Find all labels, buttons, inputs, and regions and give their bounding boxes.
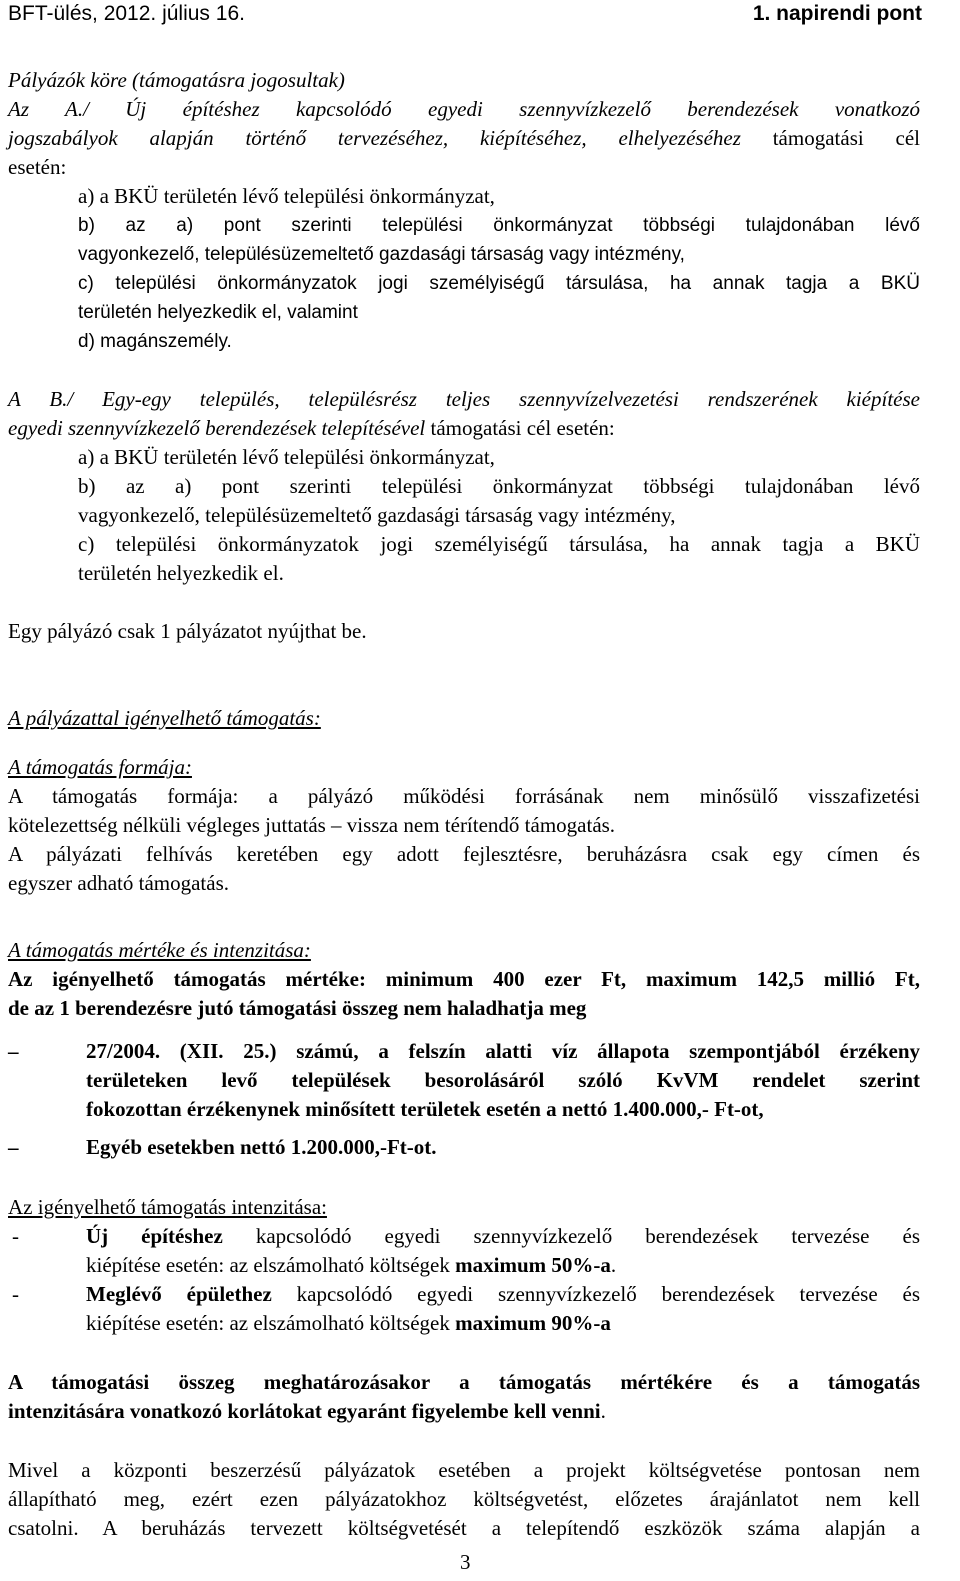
section-b-intro-line-1: A B./ Egy-egy település, településrész teljes szennyvízelvezetési rendszerének kiépítése bbox=[8, 387, 920, 411]
intensity-2-l2-text: kiépítése esetén: az elszámolható költségek bbox=[86, 1311, 456, 1335]
section-a-intro-normal: támogatási cél bbox=[740, 126, 920, 150]
support-form-line-2: kötelezettség nélküli végleges juttatás – vissza nem térítendő támogatás. bbox=[8, 813, 616, 837]
section-b-intro-italic: egyedi szennyvízkezelő berendezések telepítésével bbox=[8, 416, 426, 440]
support-amount-heading: A támogatás mértéke és intenzitása: bbox=[8, 938, 311, 962]
final-paragraph-line-3: csatolni. A beruházás tervezett költségvetését a telepítendő eszközök száma alapján a bbox=[8, 1516, 920, 1540]
section-a-intro-italic: jogszabályok alapján történő tervezéséhez, kiépítéséhez, elhelyezéséhez bbox=[8, 126, 741, 150]
intensity-1-max: maximum 50%-a bbox=[455, 1253, 611, 1277]
intensity-1-l2-text: kiépítése esetén: az elszámolható költségek bbox=[86, 1253, 456, 1277]
section-a-intro-line-3: esetén: bbox=[8, 155, 67, 179]
rule-line-2 bbox=[8, 1397, 920, 1426]
header-meeting-date: BFT-ülés, 2012. július 16. bbox=[8, 2, 245, 25]
intensity-2-line-1 bbox=[86, 1280, 920, 1309]
intensity-1-line-2 bbox=[86, 1251, 920, 1280]
section-b-item-a: a) a BKÜ területén lévő települési önkormányzat, bbox=[78, 445, 495, 469]
bullet-1-line-2: területeken levő települések besorolásáról szóló KvVM rendelet szerint bbox=[86, 1068, 920, 1092]
support-amount-line-1: Az igényelhető támogatás mértéke: minimum 400 ezer Ft, maximum 142,5 millió Ft, bbox=[8, 967, 920, 991]
intensity-heading: Az igényelhető támogatás intenzitása: bbox=[8, 1195, 327, 1219]
dash-icon: – bbox=[8, 1039, 19, 1063]
section-a-item-b-cont: vagyonkezelő, településüzemeltető gazdasági társaság vagy intézmény, bbox=[78, 244, 685, 265]
intensity-2-bold: Meglévő épülethez bbox=[86, 1282, 272, 1306]
section-b-item-b: b) az a) pont szerinti települési önkormányzat többségi tulajdonában lévő bbox=[78, 474, 920, 498]
applicants-title: Pályázók köre (támogatásra jogosultak) bbox=[8, 68, 345, 92]
intensity-1-line-1 bbox=[86, 1222, 920, 1251]
single-application-note: Egy pályázó csak 1 pályázatot nyújthat be. bbox=[8, 619, 367, 643]
section-b-item-c-cont: területén helyezkedik el. bbox=[78, 561, 284, 585]
section-a-item-d: d) magánszemély. bbox=[78, 331, 232, 352]
section-a-item-b: b) az a) pont szerinti települési önkormányzat többségi tulajdonában lévő bbox=[78, 215, 920, 236]
final-paragraph-line-1: Mivel a központi beszerzésű pályázatok esetében a projekt költségvetése pontosan nem bbox=[8, 1458, 920, 1482]
section-a-intro-line-1: Az A./ Új építéshez kapcsolódó egyedi szennyvízkezelő berendezések vonatkozó bbox=[8, 97, 920, 121]
section-a-item-c-cont: területén helyezkedik el, valamint bbox=[78, 302, 358, 323]
support-amount-line-2: de az 1 berendezésre jutó támogatási összeg nem haladhatja meg bbox=[8, 996, 587, 1020]
hyphen-icon: - bbox=[12, 1224, 19, 1248]
section-a-item-a: a) a BKÜ területén lévő települési önkormányzat, bbox=[78, 184, 495, 208]
section-a-item-c: c) települési önkormányzatok jogi személyiségű társulása, ha annak tagja a BKÜ bbox=[78, 273, 920, 294]
support-form-heading: A támogatás formája: bbox=[8, 755, 192, 779]
rule-line-2-bold: intenzitására vonatkozó korlátokat egyaránt figyelembe kell venni bbox=[8, 1399, 601, 1423]
intensity-1-bold: Új építéshez bbox=[86, 1224, 223, 1248]
section-b-item-b-cont: vagyonkezelő, településüzemeltető gazdasági társaság vagy intézmény, bbox=[78, 503, 676, 527]
dash-icon: – bbox=[8, 1135, 19, 1159]
intensity-2-line-2 bbox=[86, 1309, 920, 1338]
intensity-2-rest: kapcsolódó egyedi szennyvízkezelő berendezések tervezése és bbox=[271, 1282, 921, 1306]
rule-line-1: A támogatási összeg meghatározásakor a támogatás mértékére és a támogatás bbox=[8, 1370, 920, 1394]
support-form-line-3: A pályázati felhívás keretében egy adott fejlesztésre, beruházásra csak egy címen és bbox=[8, 842, 920, 866]
bullet-1-line-1: 27/2004. (XII. 25.) számú, a felszín alatti víz állapota szempontjából érzékeny bbox=[86, 1039, 920, 1063]
section-b-item-c: c) települési önkormányzatok jogi személyiségű társulása, ha annak tagja a BKÜ bbox=[78, 532, 920, 556]
support-form-line-1: A támogatás formája: a pályázó működési forrásának nem minősülő visszafizetési bbox=[8, 784, 920, 808]
header-agenda-item: 1. napirendi pont bbox=[752, 2, 922, 25]
page-number: 3 bbox=[460, 1550, 471, 1574]
section-a-intro-line-2 bbox=[8, 124, 920, 153]
section-b-intro-line-2 bbox=[8, 414, 920, 443]
support-form-line-4: egyszer adható támogatás. bbox=[8, 871, 229, 895]
intensity-1-rest: kapcsolódó egyedi szennyvízkezelő berendezések tervezése és bbox=[222, 1224, 920, 1248]
intensity-1-period: . bbox=[610, 1253, 617, 1277]
rule-line-2-period: . bbox=[600, 1399, 606, 1423]
bullet-1-line-3: fokozottan érzékenynek minősített területek esetén a nettó 1.400.000,- Ft-ot, bbox=[86, 1097, 764, 1121]
intensity-2-max: maximum 90%-a bbox=[455, 1311, 611, 1335]
section-b-intro-normal: támogatási cél esetén: bbox=[425, 416, 615, 440]
bullet-2-text: Egyéb esetekben nettó 1.200.000,-Ft-ot. bbox=[86, 1135, 437, 1159]
support-heading: A pályázattal igényelhető támogatás: bbox=[8, 706, 321, 730]
final-paragraph-line-2: állapítható meg, ezért ezen pályázatokhoz költségvetést, előzetes árajánlatot nem kell bbox=[8, 1487, 920, 1511]
hyphen-icon: - bbox=[12, 1282, 19, 1306]
